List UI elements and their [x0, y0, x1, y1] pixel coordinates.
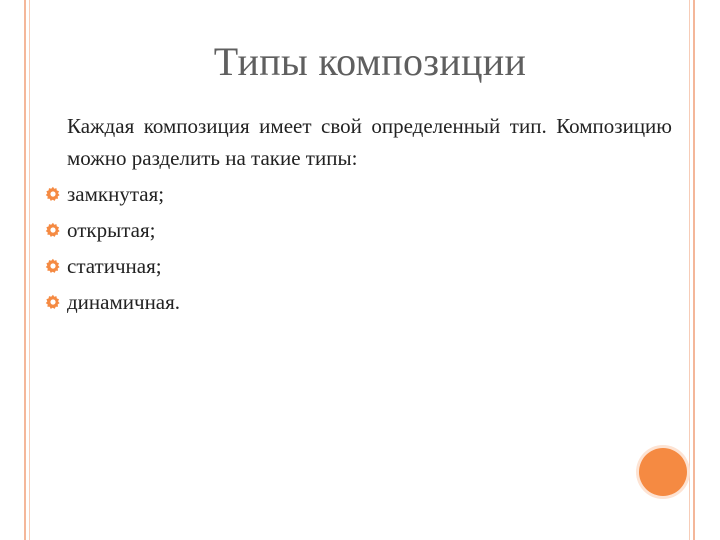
- slide-title: Типы композиции: [213, 39, 527, 84]
- gear-icon: [45, 186, 61, 202]
- intro-paragraph: Каждая композиция имеет свой определенный тип. Композицию можно разделить на такие типы:: [67, 114, 672, 170]
- bullet-list: [45, 176, 665, 320]
- list-item-label: динамичная.: [67, 289, 181, 314]
- decorative-circle: [639, 448, 687, 496]
- list-item-label: замкнутая;: [67, 181, 165, 206]
- list-item: [45, 248, 665, 284]
- list-item: [45, 176, 665, 212]
- gear-icon: [45, 294, 61, 310]
- list-item-label: статичная;: [67, 253, 162, 278]
- list-item-label: открытая;: [67, 217, 156, 242]
- gear-icon: [45, 222, 61, 238]
- list-item: [45, 212, 665, 248]
- list-item: [45, 284, 665, 320]
- gear-icon: [45, 258, 61, 274]
